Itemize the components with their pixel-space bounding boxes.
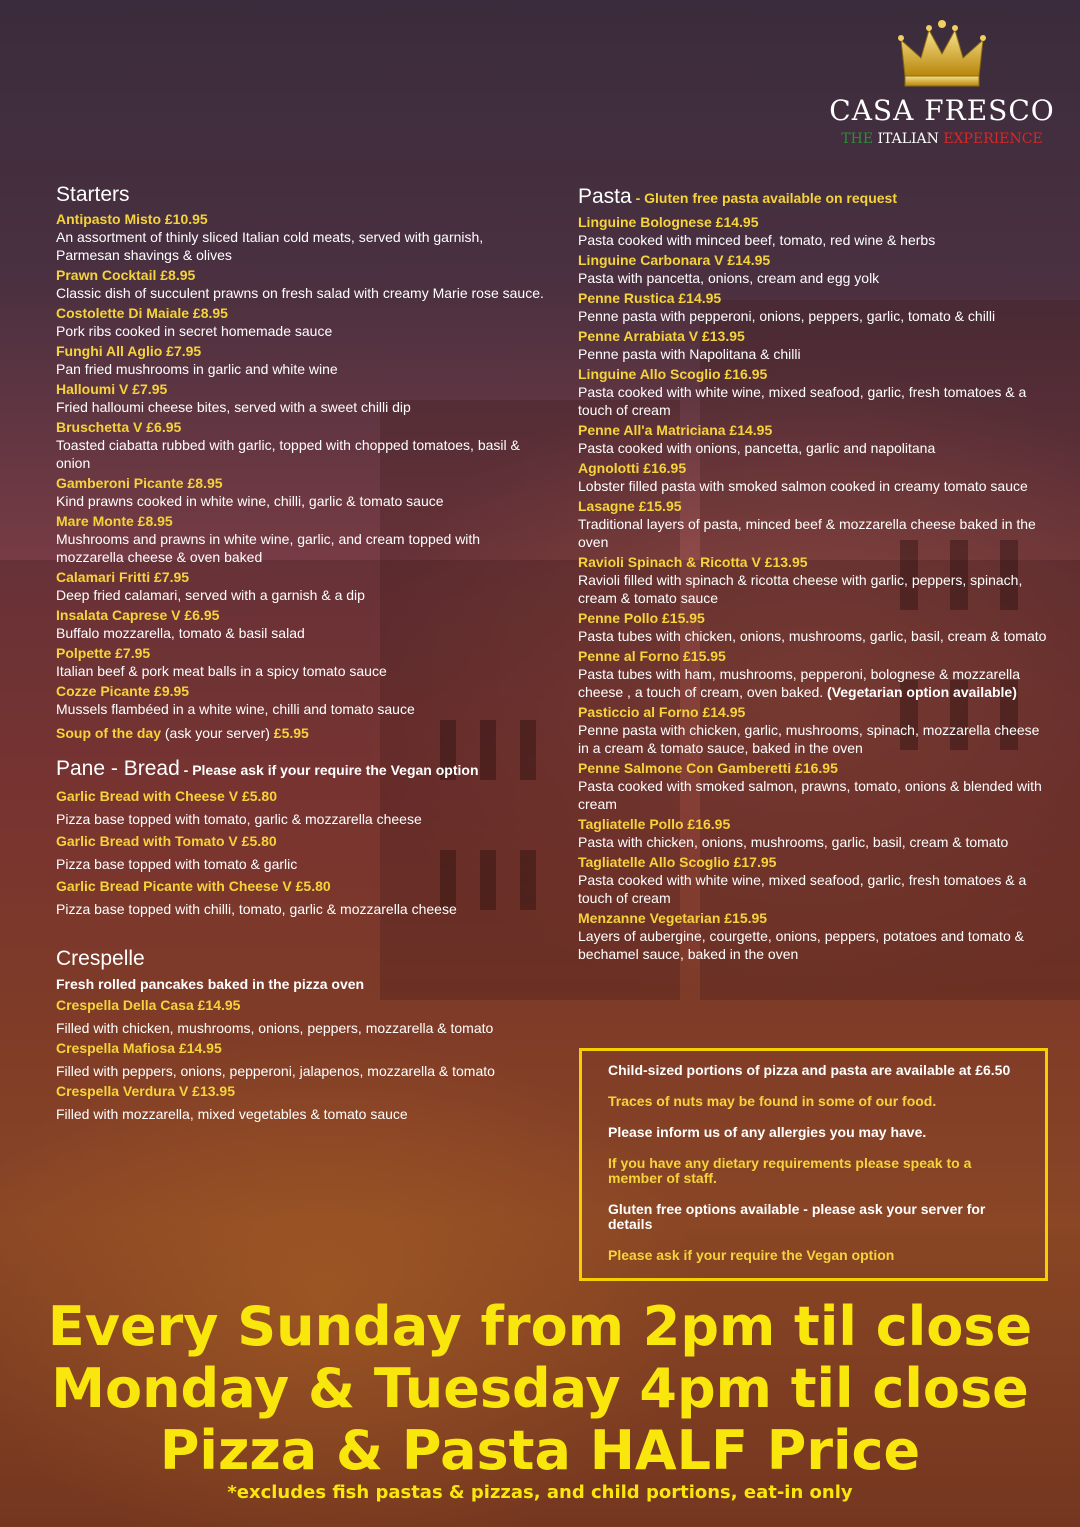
menu-item: Lasagne £15.95 Traditional layers of pasta, minced beef & mozzarella cheese baked in the oven [578,498,1036,550]
menu-item: Penne Rustica £14.95 Penne pasta with pepperoni, onions, peppers, garlic, tomato & chilli [578,290,996,324]
menu-item: Pasticcio al Forno £14.95 Penne pasta with chicken, garlic, mushrooms, spinach, mozzarella cheese in a cream & tomato sauce, baked in the oven [578,704,1040,756]
menu-item: Calamari Fritti £7.95 Deep fried calamari, served with a garnish & a dip [56,569,365,603]
menu-item: Crespella Della Casa £14.95 Filled with chicken, mushrooms, onions, peppers, mozzarella & tomato [56,997,494,1036]
menu-item: Penne All'a Matriciana £14.95 Pasta cooked with onions, pancetta, garlic and napolitana [578,422,936,456]
starters-heading: Starters [56,183,130,206]
crespelle-subtitle: Fresh rolled pancakes baked in the pizza oven [56,976,365,992]
menu-item: Bruschetta V £6.95 Toasted ciabatta rubbed with garlic, topped with chopped tomatoes, basil & onion [56,419,520,471]
starters-list [56,210,546,742]
allergies-note: Please inform us of any allergies you may have. [608,1124,927,1140]
child-portions-note: Child-sized portions of pizza and pasta are available at £6.50 [608,1062,1011,1078]
dietary-note: If you have any dietary requirements please speak to a member of staff. [608,1155,972,1186]
pasta-heading: Pasta - Gluten free pasta available on request [578,185,898,208]
menu-item: Menzanne Vegetarian £15.95 Layers of aubergine, courgette, onions, peppers, potatoes and tomato & bechamel sauce, baked in the oven [578,910,1024,962]
brand-name: CASA FRESCO [829,94,1055,127]
menu-item: Tagliatelle Pollo £16.95 Pasta with chicken, onions, mushrooms, garlic, basil, cream & tomato [578,816,1009,850]
promo-footnote: *excludes fish pastas & pizzas, and child portions, eat-in only [227,1482,853,1503]
vegan-note: Please ask if your require the Vegan option [608,1247,895,1263]
menu-item: Cozze Picante £9.95 Mussels flambéed in a white wine, chilli and tomato sauce [56,683,415,717]
menu-item: Penne Pollo £15.95 Pasta tubes with chicken, onions, mushrooms, garlic, basil, cream & tomato [578,610,1047,644]
brand-tagline: THE ITALIAN EXPERIENCE [841,131,1043,147]
gluten-note: Gluten free options available - please ask your server for details [608,1201,986,1232]
nuts-note: Traces of nuts may be found in some of our food. [608,1093,937,1109]
menu-item: Antipasto Misto £10.95 An assortment of thinly sliced Italian cold meats, served with garnish, Parmesan shavings & olives [56,211,484,263]
brand-logo [828,18,1056,147]
crespelle-heading: Crespelle [56,947,145,970]
menu-item: Funghi All Aglio £7.95 Pan fried mushrooms in garlic and white wine [56,343,338,377]
crown-icon [897,18,987,90]
menu-item: Costolette Di Maiale £8.95 Pork ribs cooked in secret homemade sauce [56,305,333,339]
menu-item: Penne Arrabiata V £13.95 Penne pasta with Napolitana & chilli [578,328,801,362]
menu-item: Halloumi V £7.95 Fried halloumi cheese bites, served with a sweet chilli dip [56,381,411,415]
promo-line-2: Monday & Tuesday 4pm til close [51,1357,1029,1420]
menu-item: Garlic Bread with Cheese V £5.80 Pizza base topped with tomato, garlic & mozzarella cheese [56,788,422,827]
menu-item: Polpette £7.95 Italian beef & pork meat balls in a spicy tomato sauce [56,645,387,679]
left-column [56,182,546,1123]
menu-item: Garlic Bread Picante with Cheese V £5.80 Pizza base topped with chilli, tomato, garlic & mozzarella cheese [56,878,457,917]
menu-item: Prawn Cocktail £8.95 Classic dish of succulent prawns on fresh salad with creamy Marie rose sauce. [56,267,544,301]
menu-item: Penne Salmone Con Gamberetti £16.95 Pasta cooked with smoked salmon, prawns, tomato, onions & blended with cream [578,760,1042,812]
menu-item: Crespella Mafiosa £14.95 Filled with peppers, onions, pepperoni, jalapenos, mozzarella & tomato [56,1040,495,1079]
bread-section [56,756,546,918]
menu-item: Mare Monte £8.95 Mushrooms and prawns in white wine, garlic, and cream topped with mozzarella cheese & oven baked [56,513,481,565]
menu-item: Gamberoni Picante £8.95 Kind prawns cooked in white wine, chilli, garlic & tomato sauce [56,475,444,509]
menu-item: Garlic Bread with Tomato V £5.80 Pizza base topped with tomato & garlic [56,833,298,872]
menu-item: Agnolotti £16.95 Lobster filled pasta with smoked salmon cooked in creamy tomato sauce [578,460,1028,494]
right-column [578,184,1053,963]
menu-item: Ravioli Spinach & Ricotta V £13.95 Ravioli filled with spinach & ricotta cheese with garlic, peppers, spinach, cream & tomato sauce [578,554,1023,606]
allergy-info-box [579,1048,1048,1281]
menu-item: Penne al Forno £15.95 Pasta tubes with ham, mushrooms, pepperoni, bolognese & mozzarella cheese , a touch of cream, oven baked. (Vegetarian option available) [578,648,1021,700]
crespelle-section [56,946,546,1123]
menu-item: Insalata Caprese V £6.95 Buffalo mozzarella, tomato & basil salad [56,607,305,641]
promo-line-3: Pizza & Pasta HALF Price [159,1419,921,1482]
menu-item: Tagliatelle Allo Scoglio £17.95 Pasta cooked with white wine, mixed seafood, garlic, fresh tomatoes & a touch of cream [578,854,1027,906]
menu-item: Crespella Verdura V £13.95 Filled with mozzarella, mixed vegetables & tomato sauce [56,1083,408,1122]
soup-of-the-day: Soup of the day (ask your server) £5.95 [56,725,309,741]
menu-item: Linguine Bolognese £14.95 Pasta cooked with minced beef, tomato, red wine & herbs [578,214,936,248]
pasta-list [578,213,1053,963]
bread-heading: Pane - Bread - Please ask if your require the Vegan option [56,757,479,780]
menu-item: Linguine Carbonara V £14.95 Pasta with pancetta, onions, cream and egg yolk [578,252,880,286]
menu-item: Linguine Allo Scoglio £16.95 Pasta cooked with white wine, mixed seafood, garlic, fresh tomatoes & a touch of cream [578,366,1027,418]
promo-line-1: Every Sunday from 2pm til close [47,1295,1033,1358]
